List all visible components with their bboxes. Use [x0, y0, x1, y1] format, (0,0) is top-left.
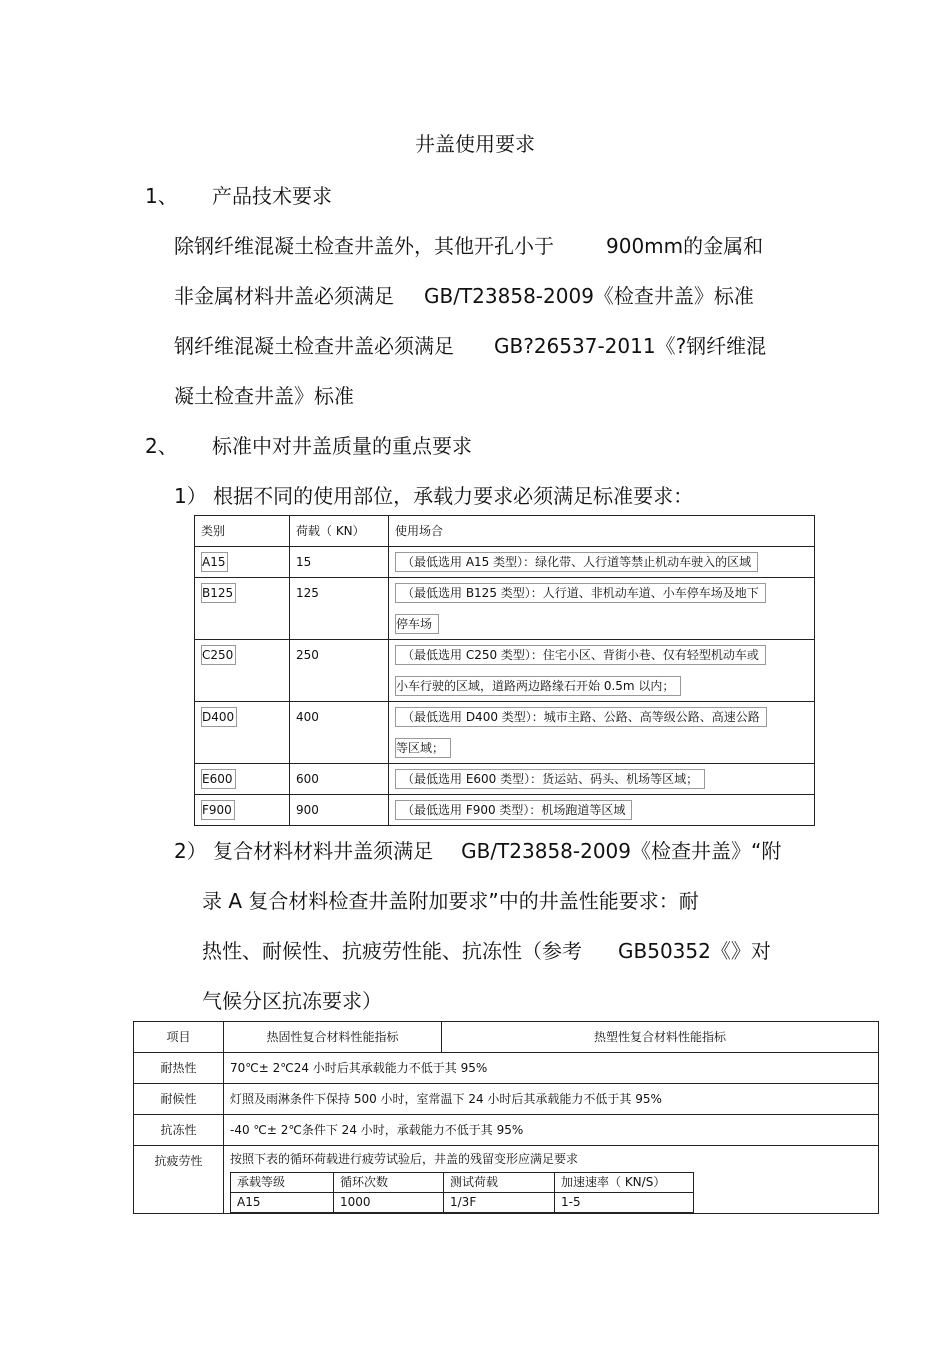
table-row: [134, 1053, 879, 1084]
section2-heading: 标准中对井盖质量的重点要求: [212, 434, 472, 458]
load-cell: 15: [290, 547, 389, 578]
load-cell: 250: [290, 640, 389, 702]
section2-item2-line-3: [202, 935, 771, 964]
table-header-row: [231, 1173, 694, 1193]
class-cell: A15: [201, 552, 228, 572]
section1-line-4: [174, 380, 354, 409]
item-cell: 耐候性: [134, 1084, 224, 1115]
composite-performance-table: [133, 1021, 879, 1214]
section1-heading: 产品技术要求: [212, 184, 332, 208]
data-cell: 1000: [334, 1193, 444, 1213]
data-cell: A15: [231, 1193, 334, 1213]
line-text: 钢纤维混凝土检查井盖必须满足: [174, 334, 454, 358]
table-row: [231, 1193, 694, 1213]
table-row: [134, 1115, 879, 1146]
class-cell: E600: [201, 769, 236, 789]
header-cell: 项目: [134, 1022, 224, 1053]
section2-item2-line-1: [174, 835, 781, 864]
table-header-row: [195, 516, 815, 547]
class-cell: F900: [201, 800, 235, 820]
item-cell: 抗疲劳性: [134, 1146, 224, 1214]
spec-cell: 灯照及雨淋条件下保持 500 小时，室常温下 24 小时后其承载能力不低于其 95%: [224, 1084, 879, 1115]
table-row: [195, 702, 815, 764]
table-row: [134, 1084, 879, 1115]
line-text: GB/T23858-2009《检查井盖》标准: [424, 284, 754, 308]
line-text: 非金属材料井盖必须满足: [174, 284, 394, 308]
class-cell: D400: [201, 707, 237, 727]
data-cell: 1/3F: [444, 1193, 555, 1213]
header-cell: 热塑性复合材料性能指标: [442, 1022, 879, 1053]
fatigue-subtable: [230, 1172, 694, 1213]
use-cell: （最低选用 B125 类型）：人行道、非机动车道、小车停车场及地下: [395, 583, 766, 603]
section1-line-2: [174, 280, 754, 309]
use-cell: （最低选用 F900 类型）：机场跑道等区域: [395, 800, 632, 820]
item-cell: 耐热性: [134, 1053, 224, 1084]
section1-line-1: [174, 230, 763, 259]
table-row: [195, 547, 815, 578]
use-cell-cont: 小车行驶的区域，道路两边路缘石开始 0.5m 以内；: [395, 676, 681, 696]
use-cell-cont: 等区域；: [395, 738, 451, 758]
header-cell: 使用场合: [389, 516, 815, 547]
header-cell: 加速速率（ KN/S）: [555, 1173, 694, 1193]
section1-number: 1、: [145, 184, 178, 208]
section1-line-3: [174, 330, 766, 359]
use-cell-cont: 停车场: [395, 614, 439, 634]
item-cell: 抗冻性: [134, 1115, 224, 1146]
table-row: [134, 1146, 879, 1214]
table-row: [195, 578, 815, 640]
line-text: GB50352《》对: [618, 939, 771, 963]
table-row: [195, 764, 815, 795]
header-cell: 循环次数: [334, 1173, 444, 1193]
line-text: 2） 复合材料材料井盖须满足: [174, 839, 434, 863]
use-cell: （最低选用 A15 类型）：绿化带、人行道等禁止机动车驶入的区域: [395, 552, 758, 572]
line-text: 热性、耐候性、抗疲劳性能、抗冻性（参考: [202, 939, 582, 963]
load-cell: 400: [290, 702, 389, 764]
data-cell: 1-5: [555, 1193, 694, 1213]
load-cell: 125: [290, 578, 389, 640]
load-cell: 600: [290, 764, 389, 795]
section2-item2-line-4: 气候分区抗冻要求）: [202, 989, 382, 1013]
use-cell: （最低选用 D400 类型）：城市主路、公路、高等级公路、高速公路: [395, 707, 767, 727]
class-cell: B125: [201, 583, 236, 603]
use-cell: （最低选用 E600 类型）：货运站、码头、机场等区域；: [395, 769, 705, 789]
section2-item2-line-2: 录 A 复合材料检查井盖附加要求”中的井盖性能要求：耐: [202, 889, 699, 913]
section2-number: 2、: [145, 434, 178, 458]
line-text: 除钢纤维混凝土检查井盖外，其他开孔小于: [174, 234, 554, 258]
header-cell: 荷载（ KN）: [290, 516, 389, 547]
table-row: [195, 795, 815, 826]
load-class-table: [194, 515, 815, 826]
header-cell: 类别: [195, 516, 290, 547]
line-text: GB/T23858-2009《检查井盖》“附: [461, 839, 782, 863]
spec-cell: -40 ℃± 2℃条件下 24 小时，承载能力不低于其 95%: [224, 1115, 879, 1146]
line-text: GB?26537-2011《?钢纤维混: [494, 334, 767, 358]
spec-cell: 70℃± 2℃24 小时后其承载能力不低于其 95%: [224, 1053, 879, 1084]
class-cell: C250: [201, 645, 236, 665]
table-header-row: [134, 1022, 879, 1053]
page-title: 井盖使用要求: [415, 132, 535, 156]
table-row: [195, 640, 815, 702]
line-text: 凝土检查井盖》标准: [174, 384, 354, 408]
load-cell: 900: [290, 795, 389, 826]
header-cell: 热固性复合材料性能指标: [224, 1022, 442, 1053]
section2-item1: 1） 根据不同的使用部位，承载力要求必须满足标准要求：: [174, 484, 694, 508]
spec-cell: 按照下表的循环荷载进行疲劳试验后，井盖的残留变形应满足要求: [230, 1152, 579, 1166]
header-cell: 测试荷载: [444, 1173, 555, 1193]
line-text: 900mm的金属和: [606, 234, 764, 258]
header-cell: 承载等级: [231, 1173, 334, 1193]
use-cell: （最低选用 C250 类型）：住宅小区、背街小巷、仅有轻型机动车或: [395, 645, 766, 665]
